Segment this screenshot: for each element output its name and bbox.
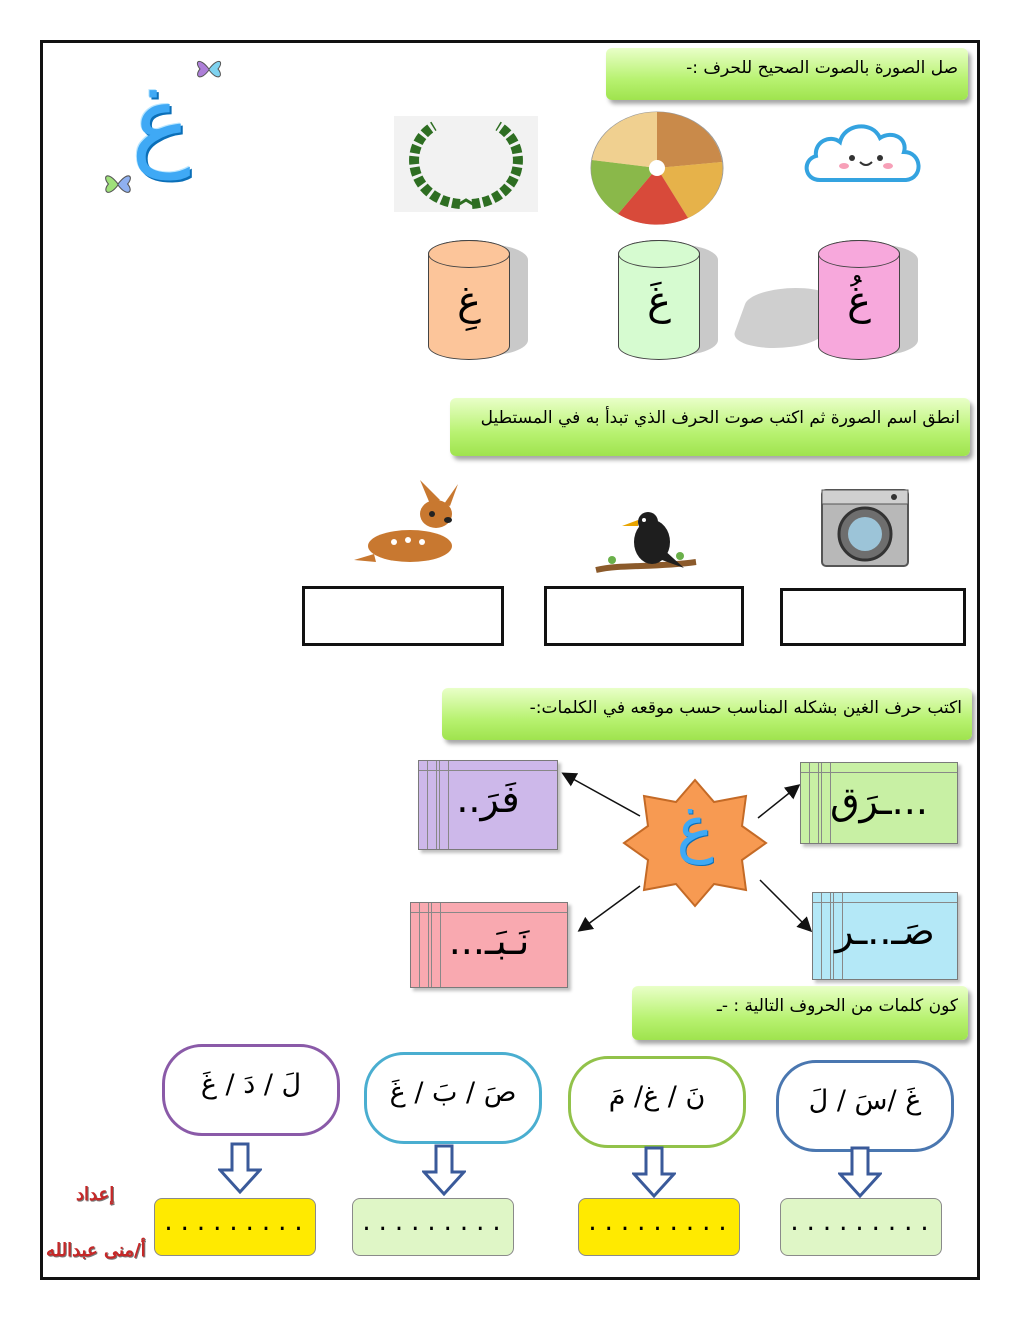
letters-pill-4: [162, 1044, 340, 1136]
answer-box-3[interactable]: [352, 1198, 514, 1256]
butterfly-icon: [102, 170, 134, 198]
answer-placeholder: .........: [359, 1211, 507, 1236]
crow-image: [592, 508, 704, 580]
word-box-3[interactable]: [812, 892, 958, 980]
section2-instruction: [450, 398, 970, 456]
word-text: صَـ..ـر: [835, 909, 935, 953]
credit-label: إعداد: [76, 1184, 115, 1205]
washing-machine-image: [820, 488, 910, 568]
answer-rect-3[interactable]: [302, 586, 504, 646]
down-arrow-icon: [218, 1142, 262, 1194]
down-arrow-icon: [838, 1146, 882, 1198]
laurel-wreath-image: [394, 116, 538, 212]
section1-instruction-text: صل الصورة بالصوت الصحيح للحرف :-: [686, 58, 958, 78]
letters-pill-1: [776, 1060, 954, 1152]
cylinder-3: [428, 240, 528, 364]
cylinder-1: [818, 240, 918, 364]
word-text: ...ـرَق: [830, 779, 928, 823]
word-text: نَـبَـ...: [448, 919, 530, 963]
letters-text: لَ / دَ / غَ: [200, 1069, 302, 1100]
cylinder-letter: غَ: [647, 278, 671, 324]
answer-placeholder: .........: [585, 1211, 733, 1236]
word-box-1[interactable]: [800, 762, 958, 844]
answer-box-1[interactable]: [780, 1198, 942, 1256]
section3-instruction-text: اكتب حرف الغين بشكله المناسب حسب موقعه في الكلمات:-: [529, 698, 962, 718]
cylinder-2: [618, 240, 718, 364]
credit-name: أ/منى عبدالله: [46, 1240, 146, 1261]
down-arrow-icon: [632, 1146, 676, 1198]
cylinder-letter: غُ: [847, 278, 871, 324]
letters-pill-2: [568, 1056, 746, 1148]
word-text: فَرَ..: [456, 777, 520, 821]
fawn-image: [350, 476, 470, 568]
section2-instruction-text: انطق اسم الصورة ثم اكتب صوت الحرف الذي تبدأ به في المستطيل: [480, 408, 960, 428]
word-box-4[interactable]: [410, 902, 568, 988]
center-letter: غ: [676, 792, 714, 865]
letters-text: نَ / غ/ مَ: [608, 1081, 706, 1112]
answer-box-2[interactable]: [578, 1198, 740, 1256]
letters-text: صَ / بَ / غَ: [389, 1077, 517, 1108]
answer-box-4[interactable]: [154, 1198, 316, 1256]
cylinder-letter: غِ: [457, 278, 481, 324]
answer-placeholder: .........: [787, 1211, 935, 1236]
word-box-2[interactable]: [418, 760, 558, 850]
cloud-image: [800, 116, 928, 190]
butterfly-icon: [194, 56, 224, 82]
food-plate-image: [588, 110, 726, 226]
answer-rect-1[interactable]: [780, 588, 966, 646]
section3-instruction: [442, 688, 972, 740]
down-arrow-icon: [422, 1144, 466, 1196]
letters-text: غَ /سَ / لَ: [808, 1085, 922, 1116]
letters-pill-3: [364, 1052, 542, 1144]
center-star: [622, 778, 768, 908]
header-letter-decoration: [96, 52, 226, 202]
answer-placeholder: .........: [161, 1211, 309, 1236]
answer-rect-2[interactable]: [544, 586, 744, 646]
section4-instruction: [632, 986, 968, 1040]
section1-instruction: [606, 48, 968, 100]
header-letter: غ: [131, 63, 191, 180]
section4-instruction-text: كون كلمات من الحروف التالية : -ـ: [716, 996, 958, 1016]
